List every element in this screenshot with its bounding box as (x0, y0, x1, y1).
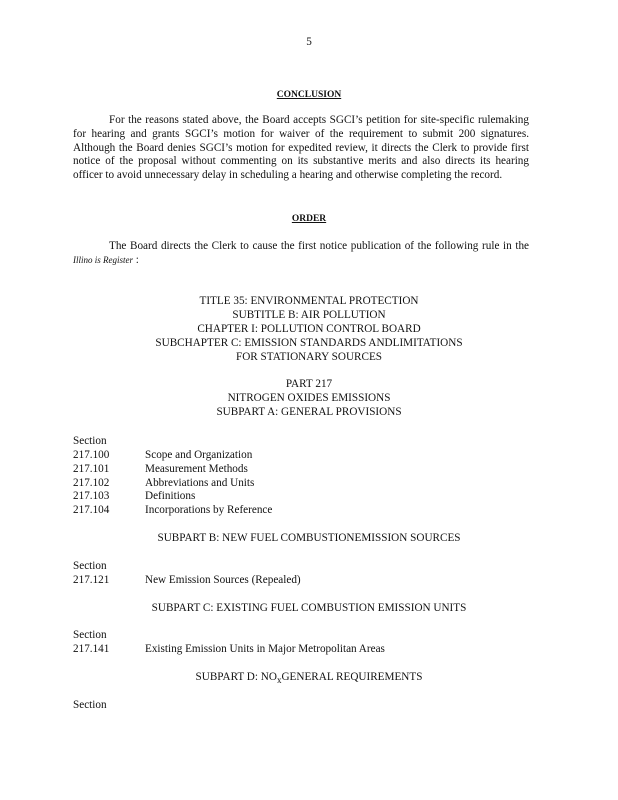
part-number: PART 217 (285, 378, 333, 390)
order-heading: ORDER (291, 214, 327, 224)
rule-title: TITLE 35: ENVIRONMENTAL PROTECTION (199, 295, 419, 307)
section-number: 217.141 (73, 643, 110, 655)
rule-chapter: CHAPTER I: POLLUTION CONTROL BOARD (197, 323, 421, 335)
section-number: 217.121 (73, 574, 110, 586)
subpart-a-heading: SUBPART A: GENERAL PROVISIONS (216, 406, 402, 418)
section-title: Existing Emission Units in Major Metropolitan Areas (145, 643, 385, 655)
section-title: Measurement Methods (145, 463, 248, 475)
rule-subchapter-cont: FOR STATIONARY SOURCES (235, 351, 383, 363)
section-number: 217.100 (73, 449, 110, 461)
section-number: 217.101 (73, 463, 110, 475)
section-title: Abbreviations and Units (145, 477, 255, 489)
rule-subtitle: SUBTITLE B: AIR POLLUTION (232, 309, 386, 321)
section-label: Section (73, 629, 107, 641)
section-label: Section (73, 435, 107, 447)
subpart-d-subscript: x (276, 675, 282, 685)
order-paragraph (73, 240, 529, 268)
subpart-d-heading-suffix: GENERAL REQUIREMENTS (281, 671, 423, 683)
subpart-d-heading-prefix: SUBPART D: NO (195, 671, 277, 683)
section-number: 217.104 (73, 504, 110, 516)
section-label: Section (73, 560, 107, 572)
subpart-c-heading: SUBPART C: EXISTING FUEL COMBUSTION EMISSION UNITS (151, 602, 467, 614)
section-number: 217.102 (73, 477, 110, 489)
subpart-b-heading: SUBPART B: NEW FUEL COMBUSTIONEMISSION SOURCES (157, 532, 461, 544)
section-title: Incorporations by Reference (145, 504, 273, 516)
order-paragraph-colon: : (135, 253, 139, 266)
section-title: Scope and Organization (145, 449, 253, 461)
conclusion-paragraph: For the reasons stated above, the Board accepts SGCI’s petition for site-specific rulemaking for hearing and grants SGCI’s motion for waiver of the requirement to submit 200 signatures. Although the Board denies SGCI’s motion for expedited review, it directs the Clerk to provide first notice of the proposal without commenting on its substantive merits and also directs its hearing officer to avoid unnecessary delay in scheduling a hearing and otherwise completing the record. (73, 114, 529, 182)
section-title: Definitions (145, 490, 196, 502)
order-paragraph-text: The Board directs the Clerk to cause the first notice publication of the following rule in the (109, 240, 529, 252)
subpart-d-heading (0, 671, 618, 685)
rule-subchapter: SUBCHAPTER C: EMISSION STANDARDS ANDLIMITATIONS (155, 337, 463, 349)
page-number: 5 (306, 36, 312, 48)
section-label: Section (73, 699, 107, 711)
conclusion-heading: CONCLUSION (276, 90, 342, 100)
section-number: 217.103 (73, 490, 110, 502)
section-title: New Emission Sources (Repealed) (145, 574, 301, 586)
register-name: Illino is Register (73, 254, 133, 265)
part-name: NITROGEN OXIDES EMISSIONS (227, 392, 391, 404)
